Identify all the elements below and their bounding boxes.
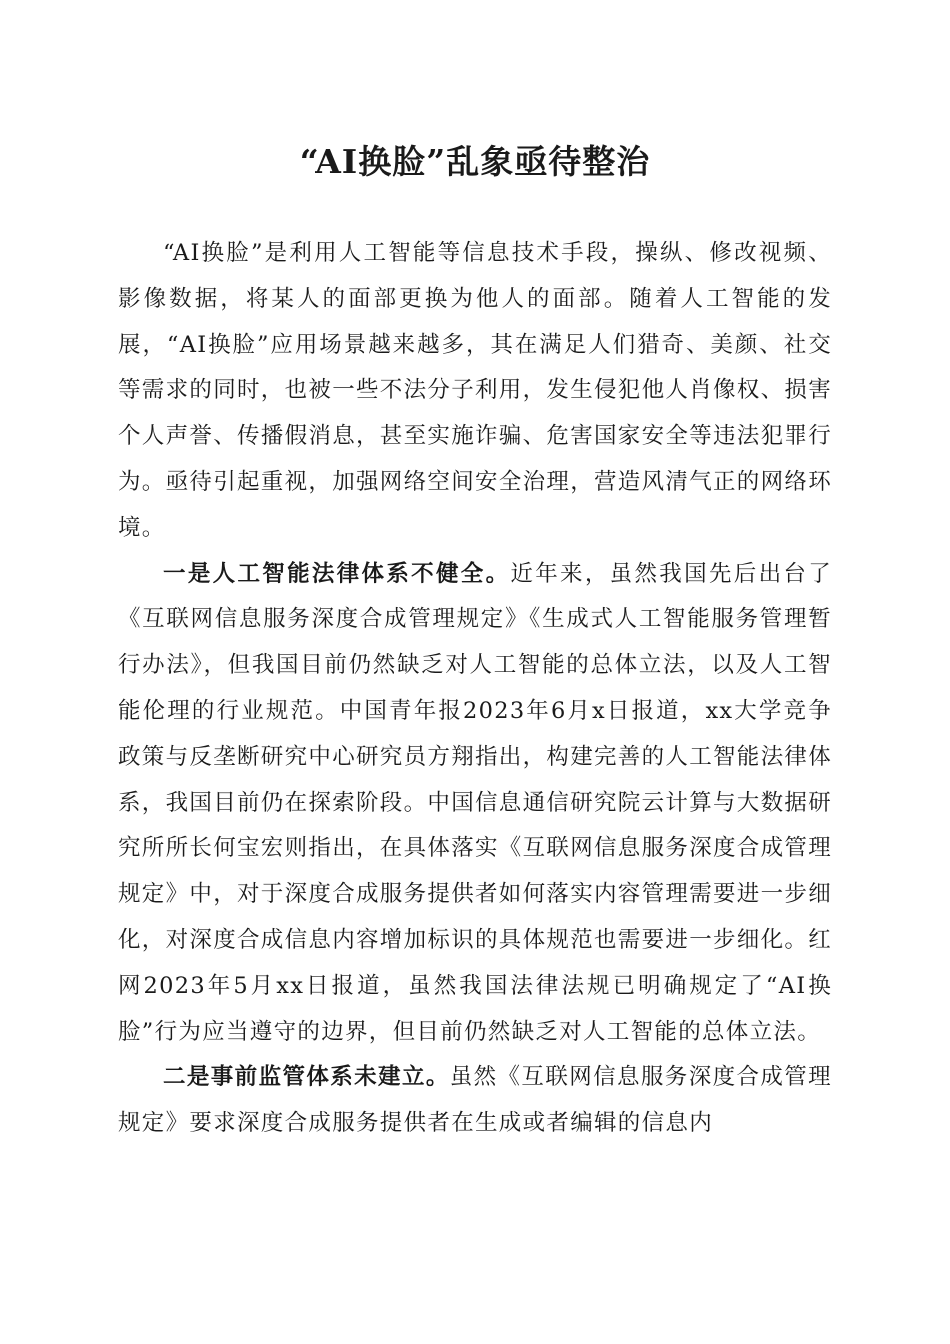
document-title: “AI换脸”乱象亟待整治	[299, 142, 651, 181]
paragraph-lead: 二是事前监管体系未建立。	[163, 1064, 450, 1091]
paragraph-legal-system	[118, 552, 832, 1056]
paragraph-text: “AI换脸”是利用人工智能等信息技术手段，操纵、修改视频、影像数据，将某人的面部更换为他人的面部。随着人工智能的发展，“AI换脸”应用场景越来越多，其在满足人们猎奇、美颜、社交等需求的同时，也被一些不法分子利用，发生侵犯他人肖像权、损害个人声誉、传播假消息，甚至实施诈骗、危害国家安全等违法犯罪行为。亟待引起重视，加强网络空间安全治理，营造风清气正的网络环境。	[118, 240, 833, 541]
document-body	[118, 231, 832, 1147]
paragraph-intro	[118, 231, 832, 552]
paragraph-lead: 一是人工智能法律体系不健全。	[163, 560, 511, 587]
paragraph-supervision	[118, 1055, 832, 1147]
paragraph-text: 虽然《互联网信息服务深度合成管理规定》要求深度合成服务提供者在生成或者编辑的信息内	[118, 1064, 832, 1137]
paragraph-text: 近年来，虽然我国先后出台了《互联网信息服务深度合成管理规定》《生成式人工智能服务管理暂行办法》，但我国目前仍然缺乏对人工智能的总体立法，以及人工智能伦理的行业规范。中国青年报2023年6月x日报道，xx大学竞争政策与反垄断研究中心研究员方翔指出，构建完善的人工智能法律体系，我国目前仍在探索阶段。中国信息通信研究院云计算与大数据研究所所长何宝宏则指出，在具体落实《互联网信息服务深度合成管理规定》中，对于深度合成服务提供者如何落实内容管理需要进一步细化，对深度合成信息内容增加标识的具体规范也需要进一步细化。红网2023年5月xx日报道，虽然我国法律法规已明确规定了“AI换脸”行为应当遵守的边界，但目前仍然缺乏对人工智能的总体立法。	[118, 560, 833, 1045]
